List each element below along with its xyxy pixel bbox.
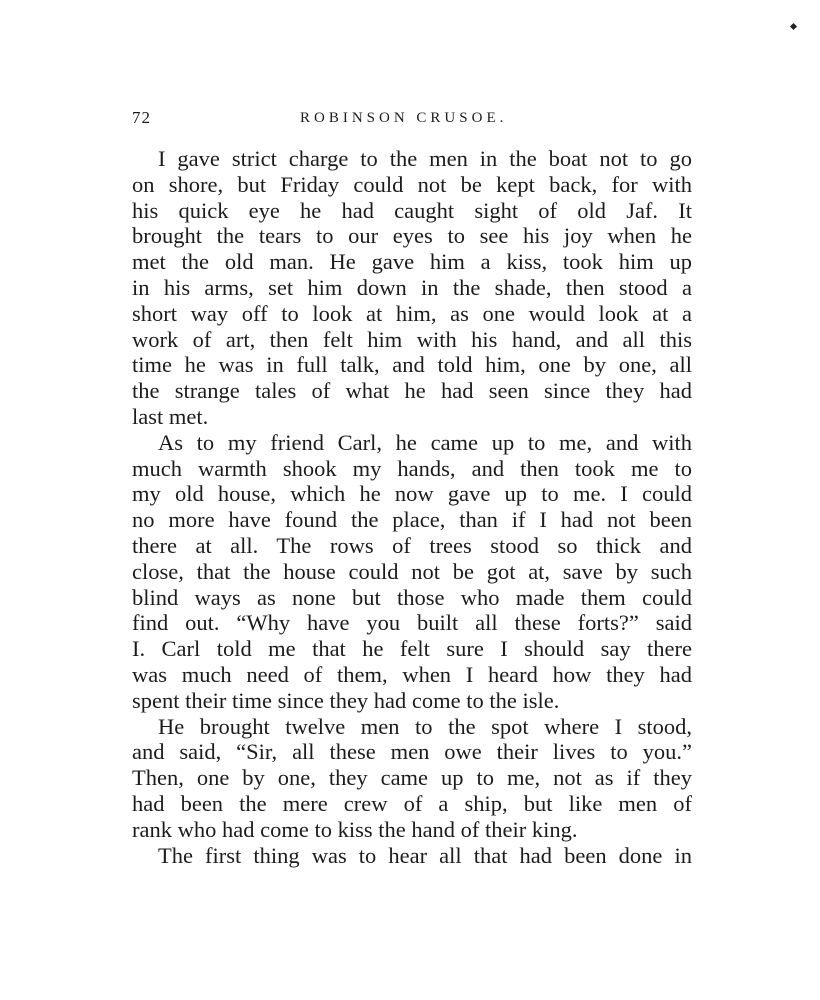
text-line: had been the mere crew of a ship, but like men of xyxy=(132,790,692,816)
text-line: and said, “Sir, all these men owe their lives to you.” xyxy=(132,739,692,765)
text-line: He brought twelve men to the spot where I stood, xyxy=(158,713,692,739)
text-line: close, that the house could not be got at, save by such xyxy=(132,558,692,584)
text-line: The first thing was to hear all that had been done in xyxy=(158,842,692,868)
text-line: there at all. The rows of trees stood so thick and xyxy=(132,532,692,558)
paragraph-4 xyxy=(132,843,692,869)
body-text xyxy=(132,146,692,868)
running-head xyxy=(132,106,692,130)
running-title: ROBINSON CRUSOE. xyxy=(300,110,508,126)
text-line: Then, one by one, they came up to me, not as if they xyxy=(132,765,692,791)
text-line: As to my friend Carl, he came up to me, and with xyxy=(158,429,692,455)
text-line: no more have found the place, than if I had not been xyxy=(132,507,692,533)
text-line: his quick eye he had caught sight of old Jaf. It xyxy=(132,197,692,223)
paragraph-2 xyxy=(132,430,692,714)
text-line: was much need of them, when I heard how they had xyxy=(132,661,692,687)
text-line: I gave strict charge to the men in the boat not to go xyxy=(158,146,692,171)
paragraph-1 xyxy=(132,146,692,430)
text-line: time he was in full talk, and told him, one by one, all xyxy=(132,352,692,378)
text-line: much warmth shook my hands, and then took me to xyxy=(132,455,692,481)
text-line: I. Carl told me that he felt sure I should say there xyxy=(132,636,692,662)
page-number: 72 xyxy=(132,108,151,127)
text-line: spent their time since they had come to the isle. xyxy=(132,687,560,713)
text-line: find out. “Why have you built all these forts?” said xyxy=(132,610,692,636)
text-line: last met. xyxy=(132,403,209,429)
text-line: in his arms, set him down in the shade, then stood a xyxy=(132,274,692,300)
paragraph-3 xyxy=(132,714,692,843)
page-speck-mark xyxy=(790,23,797,30)
text-line: work of art, then felt him with his hand, and all this xyxy=(132,326,692,352)
text-line: brought the tears to our eyes to see his joy when he xyxy=(132,223,692,249)
text-line: the strange tales of what he had seen since they had xyxy=(132,378,692,404)
text-line: rank who had come to kiss the hand of their king. xyxy=(132,816,578,842)
text-line: blind ways as none but those who made them could xyxy=(132,584,692,610)
text-line: my old house, which he now gave up to me. I could xyxy=(132,481,692,507)
text-line: met the old man. He gave him a kiss, took him up xyxy=(132,249,692,275)
text-line: on shore, but Friday could not be kept back, for with xyxy=(132,171,692,197)
text-line: short way off to look at him, as one would look at a xyxy=(132,300,692,326)
